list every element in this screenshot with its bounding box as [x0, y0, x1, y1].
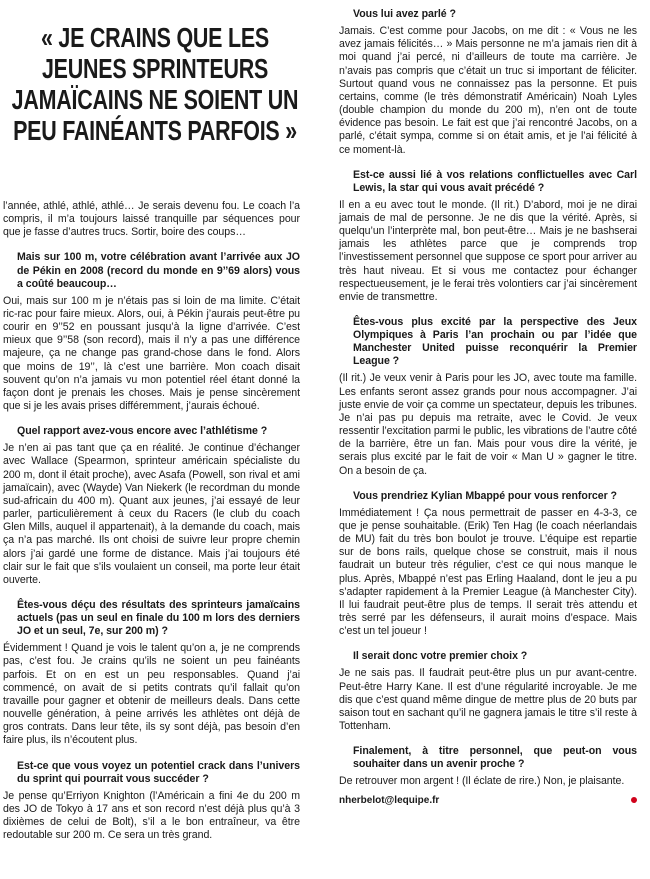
- answer: (Il rit.) Je veux venir à Paris pour les JO, avec toute ma famille. Les enfants seront assez grands pour nous accompagner. J’ai juste envie de voir ça comme un spectateur, depuis les tribunes. Je n’ai pas pu depuis ma retraite, avec le Covid. Je veux ressentir l’excitation parmi le public, les vibrations de l’autre côté de la barrière, être un fan. Mais pour vous dire la vérité, je serais plus excité par le fait de voir « Man U » gagner le titre. On a besoin de ça.: [339, 372, 637, 477]
- answer: Je ne sais pas. Il faudrait peut-être plus un pur avant-centre. Peut-être Harry Kane. Il est d’une régularité incroyable. Je me dis que c’est quand même dingue de mettre plus de 20 buts par saison tout en sachant qu’il ne gagnera jamais le titre s’il reste à Tottenham.: [339, 667, 637, 733]
- question: Vous lui avez parlé ?: [353, 8, 456, 20]
- answer: De retrouver mon argent ! (Il éclate de rire.) Non, je plaisante.: [339, 775, 625, 788]
- question: Êtes-vous plus excité par la perspective des Jeux Olympiques à Paris l’an prochain ou par l’idée que Manchester United puisse reconquérir la Premier League ?: [353, 316, 637, 368]
- answer: Jamais. C’est comme pour Jacobs, on me dit : « Vous ne les avez jamais félicités… » Mais personne ne m’a jamais rien dit à moi quand j’ai percé, ni d’ailleurs de toute ma carrière. Je n’avais pas compris que c’était un truc si important de féliciter. Surtout quand vous ne connaissez pas la personne. Et puis certains, comme (le très démonstratif Américain) Noah Lyles (double champion du monde du 200 m), n’en ont de toute évidence pas besoin. Le fait est que j’ai rencontré Jacobs, on a parlé, c’était sympa, comme si on était amis, et je l’ai félicité à ce moment-là.: [339, 25, 637, 156]
- answer: Je n’en ai pas tant que ça en réalité. Je continue d’échanger avec Wallace (Spearmon, sprinteur américain spécialiste du 200 m, dont il était proche), avec Asafa (Powell, son rival et ami jamaïcain), avec (Wayde) Van Niekerk (le recordman du monde sud-africain du 400 m). Quant aux jeunes, j’ai essayé de leur parler, particulièrement à ceux du Racers (le club du coach Glen Mills, auquel il appartenait), à la demande du coach, mais ça n’a pas marché. Ils ont choisi de suivre leur propre chemin alors j’ai gardé une forme de distance. Mais j’ai toujours été clair sur le fait que s’ils voulaient un conseil, ma porte leur était ouverte.: [3, 442, 300, 586]
- headline-block: [3, 22, 300, 180]
- question: Quel rapport avez-vous encore avec l’athlétisme ?: [17, 425, 268, 438]
- end-mark-icon: [631, 797, 637, 803]
- question: Vous prendriez Kylian Mbappé pour vous renforcer ?: [353, 489, 617, 502]
- answer: Je pense qu’Erriyon Knighton (l’Américain a fini 4e du 200 m des JO de Tokyo à 17 ans et son record n’est déjà plus qu’à 3 dixièmes de celui de Bolt), s’il a le bon entraîneur, va être redoutable sur 200 m. Ce sera un très grand.: [3, 789, 300, 842]
- question: Finalement, à titre personnel, que peut-on vous souhaiter dans un avenir proche ?: [353, 745, 637, 771]
- headline: « JE CRAINS QUE LES JEUNES SPRINTEURS JAMAÏCAINS NE SOIENT UN PEU FAINÉANTS PARFOIS »: [11, 22, 299, 146]
- answer: Évidemment ! Quand je vois le talent qu’on a, je ne comprends pas, c’est fou. Je crains qu’ils ne soient un peu fainéants parfois. Et on en est un peu responsables. Quand j’ai commencé, on avait de si petits contrats qu’il fallait qu’on travaille pour gagner et obtenir de meilleurs deals. Dans cette nouvelle génération, à peine arrivés les athlètes ont déjà de gros contrats. Dans leur tête, ils sy sont déjà, pas besoin d’en faire plus, ils n’écoutent plus.: [3, 642, 300, 747]
- answer: Immédiatement ! Ça nous permettrait de passer en 4-3-3, ce que je pense souhaitable. (Erik) Ten Hag (le coach néerlandais de MU) fait du très bon boulot je trouve. L’équipe est repartie sur de bons rails, quelque chose se construit, mais il nous faudrait un buteur très régulier, c’est ce qui nous manque le plus. Après, Mbappé n’est pas Erling Haaland, dont le jeu a pu s’adapter rapidement à la Premier League (à Manchester City). Il lui faudrait peut-être plus de temps. Il serait très attendu et très serré par les défenseurs, il aurait moins d’espace. Mais c’est un tel joueur !: [339, 506, 637, 638]
- author-email[interactable]: nherbelot@lequipe.fr: [339, 794, 440, 806]
- signature-row: [339, 795, 637, 806]
- answer: Oui, mais sur 100 m je n’étais pas si loin de ma limite. C’était ric-rac pour faire mieux. Alors, oui, à Pékin j’aurais peut-être pu courir en 9’’52 en poussant jusqu’à la ligne d’arrivée. C’est mieux que 9’’58 (son record), mais il n’y a pas une différence majeure, ça ne change pas grand-chose dans le fond. Alors que moins de 19’’, là c’est une barrière. Mon coach disait souvent qu’on n’a jamais vu mon potentiel réel étant donné la façon dont je prenais les choses. Mais je pense sincèrement que si je les avais prises différemment, j’aurais échoué.: [3, 294, 300, 412]
- right-column: [339, 0, 637, 806]
- question: Êtes-vous déçu des résultats des sprinteurs jamaïcains actuels (pas un seul en finale du 100 m lors des derniers JO et un seul, 7e, sur 200 m) ?: [17, 598, 300, 638]
- answer: Il en a eu avec tout le monde. (Il rit.) D’abord, moi je ne dirai jamais de mal de personne. Je ne dis que la vérité. Après, si quelqu’un l’interprète mal, bon peut-être… Mais je ne bashserai jamais les athlètes parce que je comprends trop l’investissement personnel que suppose ce sport pour arriver au très haut niveau. Et si vous me contactez pour échanger respectueusement, je le ferai très volontiers car j’ai sincèrement envie de transmettre.: [339, 198, 637, 303]
- question: Est-ce aussi lié à vos relations conflictuelles avec Carl Lewis, la star qui vous avait précédé ?: [353, 168, 637, 194]
- question: Mais sur 100 m, votre célébration avant l’arrivée aux JO de Pékin en 2008 (record du monde en 9’’69 alors) vous a coûté beaucoup…: [17, 251, 300, 290]
- left-column: [3, 0, 300, 842]
- question: Est-ce que vous voyez un potentiel crack dans l’univers du sprint qui pourrait vous succéder ?: [17, 759, 300, 785]
- intro-paragraph: l’année, athlé, athlé, athlé… Je serais devenu fou. Le coach l’a compris, il m’a toujours laissé tranquille par séquences pour que je fasse d’autres trucs. Sortir, boire des coups…: [3, 200, 300, 239]
- question: Il serait donc votre premier choix ?: [353, 650, 528, 663]
